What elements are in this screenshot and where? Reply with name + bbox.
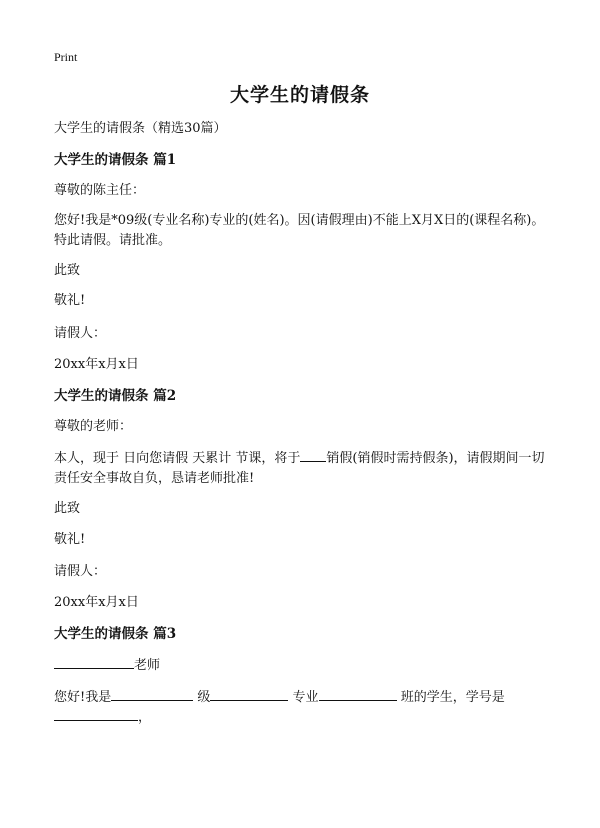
section-2-body-part-1: 本人，现于 日向您请假 天累计 节课，将于 xyxy=(54,451,301,466)
section-2-date: 20xx年x月x日 xyxy=(54,595,139,610)
fill-in-blank xyxy=(54,708,138,721)
section-1-signer: 请假人： xyxy=(54,326,107,341)
section-1-closing-1: 此致 xyxy=(54,263,81,278)
section-3-body-part-2: 级 xyxy=(197,690,211,705)
section-1-date: 20xx年x月x日 xyxy=(54,357,139,372)
section-2-closing-2: 敬礼! xyxy=(54,532,86,547)
section-1-closing-2: 敬礼! xyxy=(54,293,86,308)
print-link[interactable]: Print xyxy=(54,50,78,64)
section-2-signer: 请假人： xyxy=(54,564,107,579)
fill-in-blank xyxy=(210,688,288,701)
section-1-heading: 大学生的请假条 篇1 xyxy=(54,152,177,168)
fill-in-blank xyxy=(300,449,326,462)
section-3-body-part-3: 专业 xyxy=(292,690,319,705)
document-subtitle: 大学生的请假条（精选30篇） xyxy=(54,121,227,136)
section-3-salutation-suffix: 老师 xyxy=(134,658,161,673)
section-3-body-line-1 xyxy=(54,688,505,707)
document-title: 大学生的请假条 xyxy=(229,84,370,106)
section-1-salutation: 尊敬的陈主任： xyxy=(54,183,146,198)
section-2-salutation: 尊敬的老师： xyxy=(54,419,133,434)
section-3-body-part-4: 班的学生，学号是 xyxy=(400,690,505,705)
section-3-body-end: ， xyxy=(138,710,152,725)
section-3-body-part-1: 您好!我是 xyxy=(54,690,112,705)
fill-in-blank xyxy=(54,656,134,669)
section-3-salutation xyxy=(54,656,160,675)
section-2-body xyxy=(54,449,554,489)
section-2-body-part-2: 销假(销假时需持假条)，请假期间一切责任安全事故自负，恳请老师批准! xyxy=(54,451,545,486)
section-3-heading: 大学生的请假条 篇3 xyxy=(54,626,177,642)
section-2-heading: 大学生的请假条 篇2 xyxy=(54,388,177,404)
section-2-closing-1: 此致 xyxy=(54,501,81,516)
fill-in-blank xyxy=(319,688,397,701)
section-1-body: 您好!我是*09级(专业名称)专业的(姓名)。因(请假理由)不能上X月X日的(课程名称)。特此请假。请批准。 xyxy=(54,213,545,248)
fill-in-blank xyxy=(111,688,193,701)
section-3-body-line-2 xyxy=(54,708,151,727)
